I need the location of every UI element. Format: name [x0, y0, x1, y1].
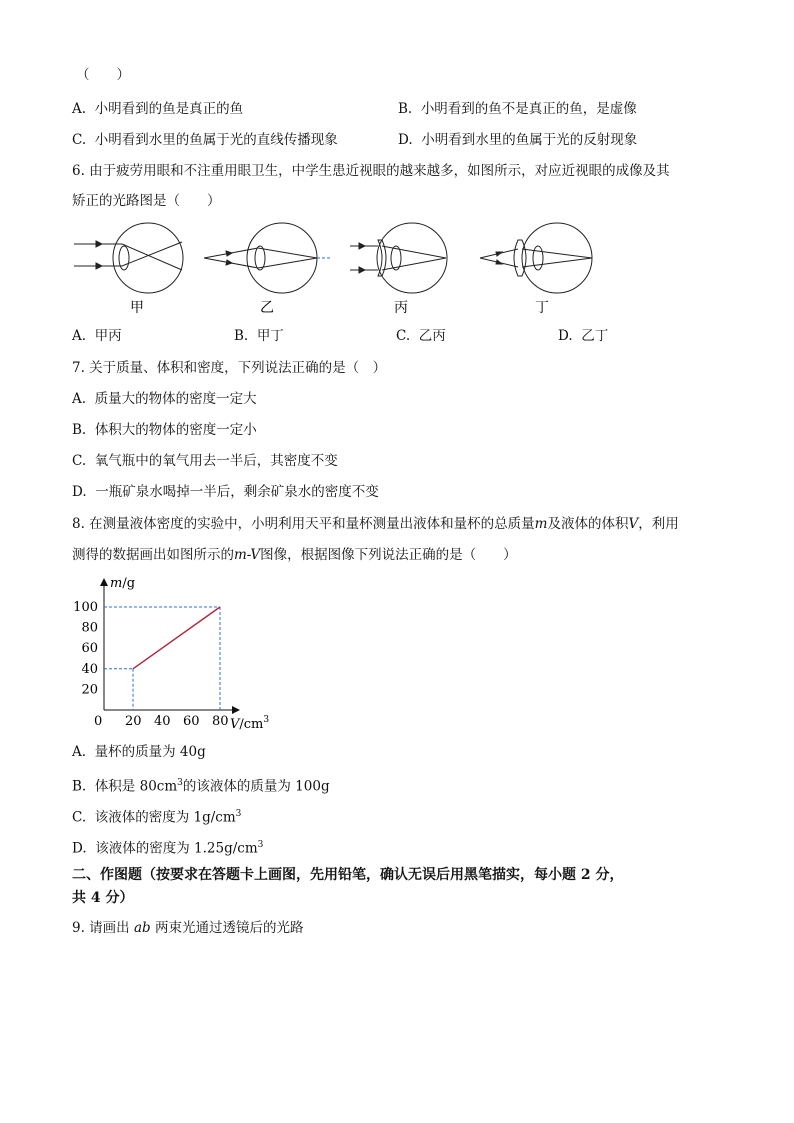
q8-text: 测得的数据画出如图所示的 [72, 547, 234, 563]
y-axis-var: m [110, 576, 123, 591]
q8-option-b [72, 774, 330, 796]
q8-text: 8. 在测量液体密度的实验中，小明利用天平和量杯测量出液体和量杯的总质量 [72, 516, 535, 532]
option-text: 乙丁 [581, 328, 609, 344]
q7-option-c [72, 452, 338, 470]
q7-stem: 7. 关于质量、体积和密度，下列说法正确的是（ ） [72, 360, 387, 376]
option-label: D. [398, 132, 413, 148]
eye-diagram-bing [350, 223, 447, 293]
option-label: C. [72, 809, 87, 826]
option-text: 甲丙 [94, 328, 122, 344]
x-tick-label: 60 [183, 714, 200, 729]
figure-label-jia: 甲 [130, 300, 144, 316]
option-text: 体积是 80cm [94, 778, 178, 795]
option-text: 该液体的密度为 1.25g/cm [95, 840, 258, 857]
q6-option-b [234, 327, 284, 345]
option-label: A. [72, 391, 87, 407]
option-label: A. [72, 744, 87, 760]
option-label: D. [558, 328, 573, 344]
option-text: 该液体的密度为 1g/cm [94, 809, 236, 826]
q8-option-a [72, 743, 206, 761]
option-label: C. [72, 453, 87, 469]
option-text: 甲丁 [256, 328, 284, 344]
option-text: 量杯的质量为 40g [94, 744, 206, 760]
x-tick-label: 20 [125, 714, 142, 729]
q6-option-c [396, 327, 446, 345]
q8-option-d [72, 836, 263, 858]
y-tick-label: 60 [81, 641, 98, 657]
q7-option-d [72, 483, 379, 501]
option-label: B. [234, 328, 249, 344]
x-axis-label [230, 715, 269, 732]
option-label: B. [72, 778, 87, 795]
y-tick-label: 20 [81, 682, 98, 698]
q6-option-a [72, 327, 122, 345]
q7-option-b [72, 421, 257, 439]
option-text: 小明看到的鱼不是真正的鱼，是虚像 [420, 101, 637, 117]
eye-diagram-ding [480, 223, 592, 293]
option-text: 的该液体的质量为 100g [182, 778, 330, 795]
option-text: 小明看到的鱼是真正的鱼 [94, 101, 244, 117]
q8-var-m: m [534, 516, 548, 532]
option-text: 体积大的物体的密度一定小 [94, 422, 257, 438]
option-label: C. [396, 328, 411, 344]
option-text: 小明看到水里的鱼属于光的反射现象 [421, 132, 638, 148]
q5-paren: （ ） [76, 67, 130, 83]
y-tick-label: 40 [81, 661, 98, 677]
eye-diagram-jia [74, 223, 183, 293]
q6-stem-line2: 矫正的光路图是（ ） [72, 193, 221, 209]
q5-option-a [72, 100, 243, 118]
option-label: D. [72, 484, 87, 500]
series-line [133, 607, 220, 669]
y-axis-unit: /g [122, 576, 136, 591]
option-text: 小明看到水里的鱼属于光的直线传播现象 [94, 132, 338, 148]
q8-option-c [72, 805, 241, 827]
option-label: B. [398, 101, 413, 117]
q8-text: 图像，根据图像下列说法正确的是（ ） [260, 547, 517, 563]
q5-option-d [398, 131, 637, 149]
q8-stem-line2 [72, 546, 517, 564]
q9-text: 两束光通过透镜后的光路 [154, 920, 304, 936]
q7-option-a [72, 390, 257, 408]
option-label: C. [72, 132, 87, 148]
x-tick-label: 80 [212, 714, 229, 729]
option-text: 氧气瓶中的氧气用去一半后，其密度不变 [94, 453, 338, 469]
option-sup: 3 [257, 840, 264, 850]
q9-var-ab: ab [133, 920, 151, 936]
option-text: 乙丙 [418, 328, 446, 344]
option-label: B. [72, 422, 87, 438]
x-tick-label: 40 [154, 714, 171, 729]
q5-option-b [398, 100, 637, 118]
eye-diagram-yi [204, 223, 330, 293]
q6-stem-line1: 6. 由于疲劳用眼和不注重用眼卫生，中学生患近视眼的越来越多，如图所示，对应近视眼的成像及其 [72, 163, 670, 179]
origin-label: 0 [94, 714, 103, 729]
option-label: A. [72, 328, 87, 344]
q8-stem-line1 [72, 515, 679, 533]
y-axis-label [110, 576, 135, 591]
x-axis-var: V [230, 717, 240, 732]
option-sup: 3 [235, 809, 242, 819]
q8-text: ，利用 [638, 516, 679, 532]
q9-text: 9. 请画出 [72, 920, 130, 936]
option-text: 质量大的物体的密度一定大 [94, 391, 257, 407]
figure-label-ding: 丁 [535, 300, 549, 316]
q5-option-c [72, 131, 338, 149]
x-axis-sup: 3 [263, 715, 270, 725]
x-axis-unit: /cm [239, 717, 264, 732]
option-label: A. [72, 101, 87, 117]
q6-option-d [558, 327, 608, 345]
section-heading-line2: 共 4 分） [72, 890, 134, 906]
mv-graph [70, 572, 290, 738]
figure-label-yi: 乙 [260, 300, 274, 316]
q8-var-mv: m-V [234, 547, 261, 563]
q8-text: 及液体的体积 [547, 516, 629, 532]
eye-diagrams [60, 218, 620, 322]
option-label: D. [72, 840, 87, 857]
section-heading-line1: 二、作图题（按要求在答题卡上画图，先用铅笔，确认无误后用黑笔描实，每小题 2 分， [72, 867, 624, 883]
y-tick-label: 80 [81, 620, 98, 636]
q9-stem [72, 919, 303, 937]
option-text: 一瓶矿泉水喝掉一半后，剩余矿泉水的密度不变 [95, 484, 379, 500]
figure-label-bing: 丙 [394, 300, 408, 316]
q8-var-v: V [628, 516, 639, 532]
y-tick-label: 100 [73, 600, 98, 615]
option-sup: 3 [177, 778, 183, 788]
